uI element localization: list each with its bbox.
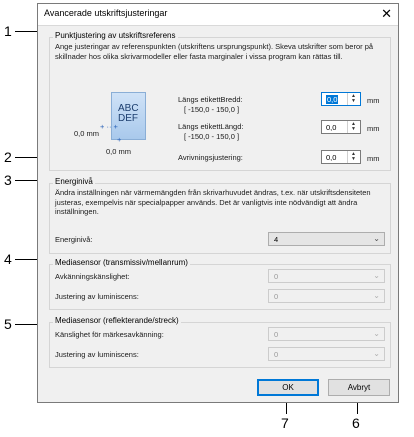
reflective-luminance-label: Justering av luminiscens: <box>55 350 139 359</box>
reflective-sensitivity-select[interactable] <box>268 327 385 341</box>
advanced-print-adjustments-dialog <box>37 3 399 403</box>
length-label: Längs etikettLängd: <box>178 122 244 131</box>
width-label: Längs etikettBredd: <box>178 95 243 104</box>
length-range: [ -150,0 - 150,0 ] <box>184 132 240 141</box>
reflective-luminance-value: 0 <box>274 350 279 359</box>
callout-5: 5 <box>4 316 12 332</box>
width-spinner-arrows[interactable]: ▲ ▼ <box>347 93 360 105</box>
reference-point-description: Ange justeringar av referenspunkten (utskriftens ursprungspunkt). Skeva utskrifter som beror på skillnader hos olika skrivarmodeller eller fasta marginaler i vissa program kan rättas till. <box>55 42 374 61</box>
transmissive-sensitivity-value: 0 <box>274 272 279 281</box>
callout-6: 6 <box>352 415 360 431</box>
length-spinbox[interactable] <box>321 120 361 134</box>
preview-text-line1: ABC <box>118 103 139 114</box>
callout-2: 2 <box>4 149 12 165</box>
transmissive-luminance-value: 0 <box>274 292 279 301</box>
chevron-down-icon: ⌄ <box>373 271 380 280</box>
preview-text-line2: DEF <box>118 113 138 124</box>
media-sensor-reflective-group-label: Mediasensor (reflekterande/streck) <box>55 316 179 325</box>
length-spinner-arrows[interactable]: ▲ ▼ <box>347 121 360 133</box>
width-range: [ -150,0 - 150,0 ] <box>184 105 240 114</box>
reference-point-group-label: Punktjustering av utskriftsreferens <box>55 31 176 40</box>
callout-1: 1 <box>4 23 12 39</box>
bottom-offset-readout: 0,0 mm <box>106 147 132 156</box>
transmissive-sensitivity-label: Avkänningskänslighet: <box>55 272 130 281</box>
width-unit: mm <box>367 96 380 105</box>
callout-3: 3 <box>4 172 12 188</box>
length-unit: mm <box>367 124 380 133</box>
chevron-down-icon: ⌄ <box>373 329 380 338</box>
tearoff-spinbox[interactable] <box>321 150 361 164</box>
close-icon[interactable]: ✕ <box>381 6 392 21</box>
tearoff-value: 0,0 <box>326 153 337 162</box>
crosshair-horizontal-icon: + ·· + <box>100 122 118 131</box>
chevron-down-icon: ⌄ <box>373 349 380 358</box>
left-offset-readout: 0,0 mm <box>74 129 100 138</box>
energy-level-select[interactable] <box>268 232 385 246</box>
tearoff-unit: mm <box>367 154 380 163</box>
callout-4: 4 <box>4 251 12 267</box>
energy-level-description: Ändra inställningen när värmemängden från skrivarhuvudet ändras, t.ex. när utskriftsdensiteten justeras, exempelvis när specialpapper används. Det är vanligtvis inte nödvändigt att ändra inställningen. <box>55 188 371 216</box>
cancel-button[interactable]: Avbryt <box>328 379 390 396</box>
callout-7: 7 <box>281 415 289 431</box>
width-value: 0,0 <box>327 95 338 104</box>
reflective-sensitivity-value: 0 <box>274 330 279 339</box>
tearoff-label: Avrivningsjustering: <box>178 153 243 162</box>
energy-level-label: Energinivå: <box>55 235 93 244</box>
chevron-down-icon: ⌄ <box>373 291 380 300</box>
transmissive-sensitivity-select[interactable] <box>268 269 385 283</box>
reflective-luminance-select[interactable] <box>268 347 385 361</box>
energy-level-group-label: Energinivå <box>55 177 93 186</box>
width-spinbox[interactable] <box>321 92 361 106</box>
reflective-sensitivity-label: Känslighet för märkesavkänning: <box>55 330 164 339</box>
ok-button[interactable]: OK <box>257 379 319 396</box>
chevron-down-icon: ⌄ <box>373 234 380 243</box>
transmissive-luminance-label: Justering av luminiscens: <box>55 292 139 301</box>
tearoff-spinner-arrows[interactable]: ▲ ▼ <box>347 151 360 163</box>
media-sensor-transmissive-group-label: Mediasensor (transmissiv/mellanrum) <box>55 258 188 267</box>
energy-level-value: 4 <box>274 235 279 244</box>
title-bar <box>38 4 398 26</box>
transmissive-luminance-select[interactable] <box>268 289 385 303</box>
crosshair-vertical-icon: + <box>117 135 122 144</box>
dialog-title: Avancerade utskriftsjusteringar <box>44 8 168 18</box>
length-value: 0,0 <box>326 123 337 132</box>
